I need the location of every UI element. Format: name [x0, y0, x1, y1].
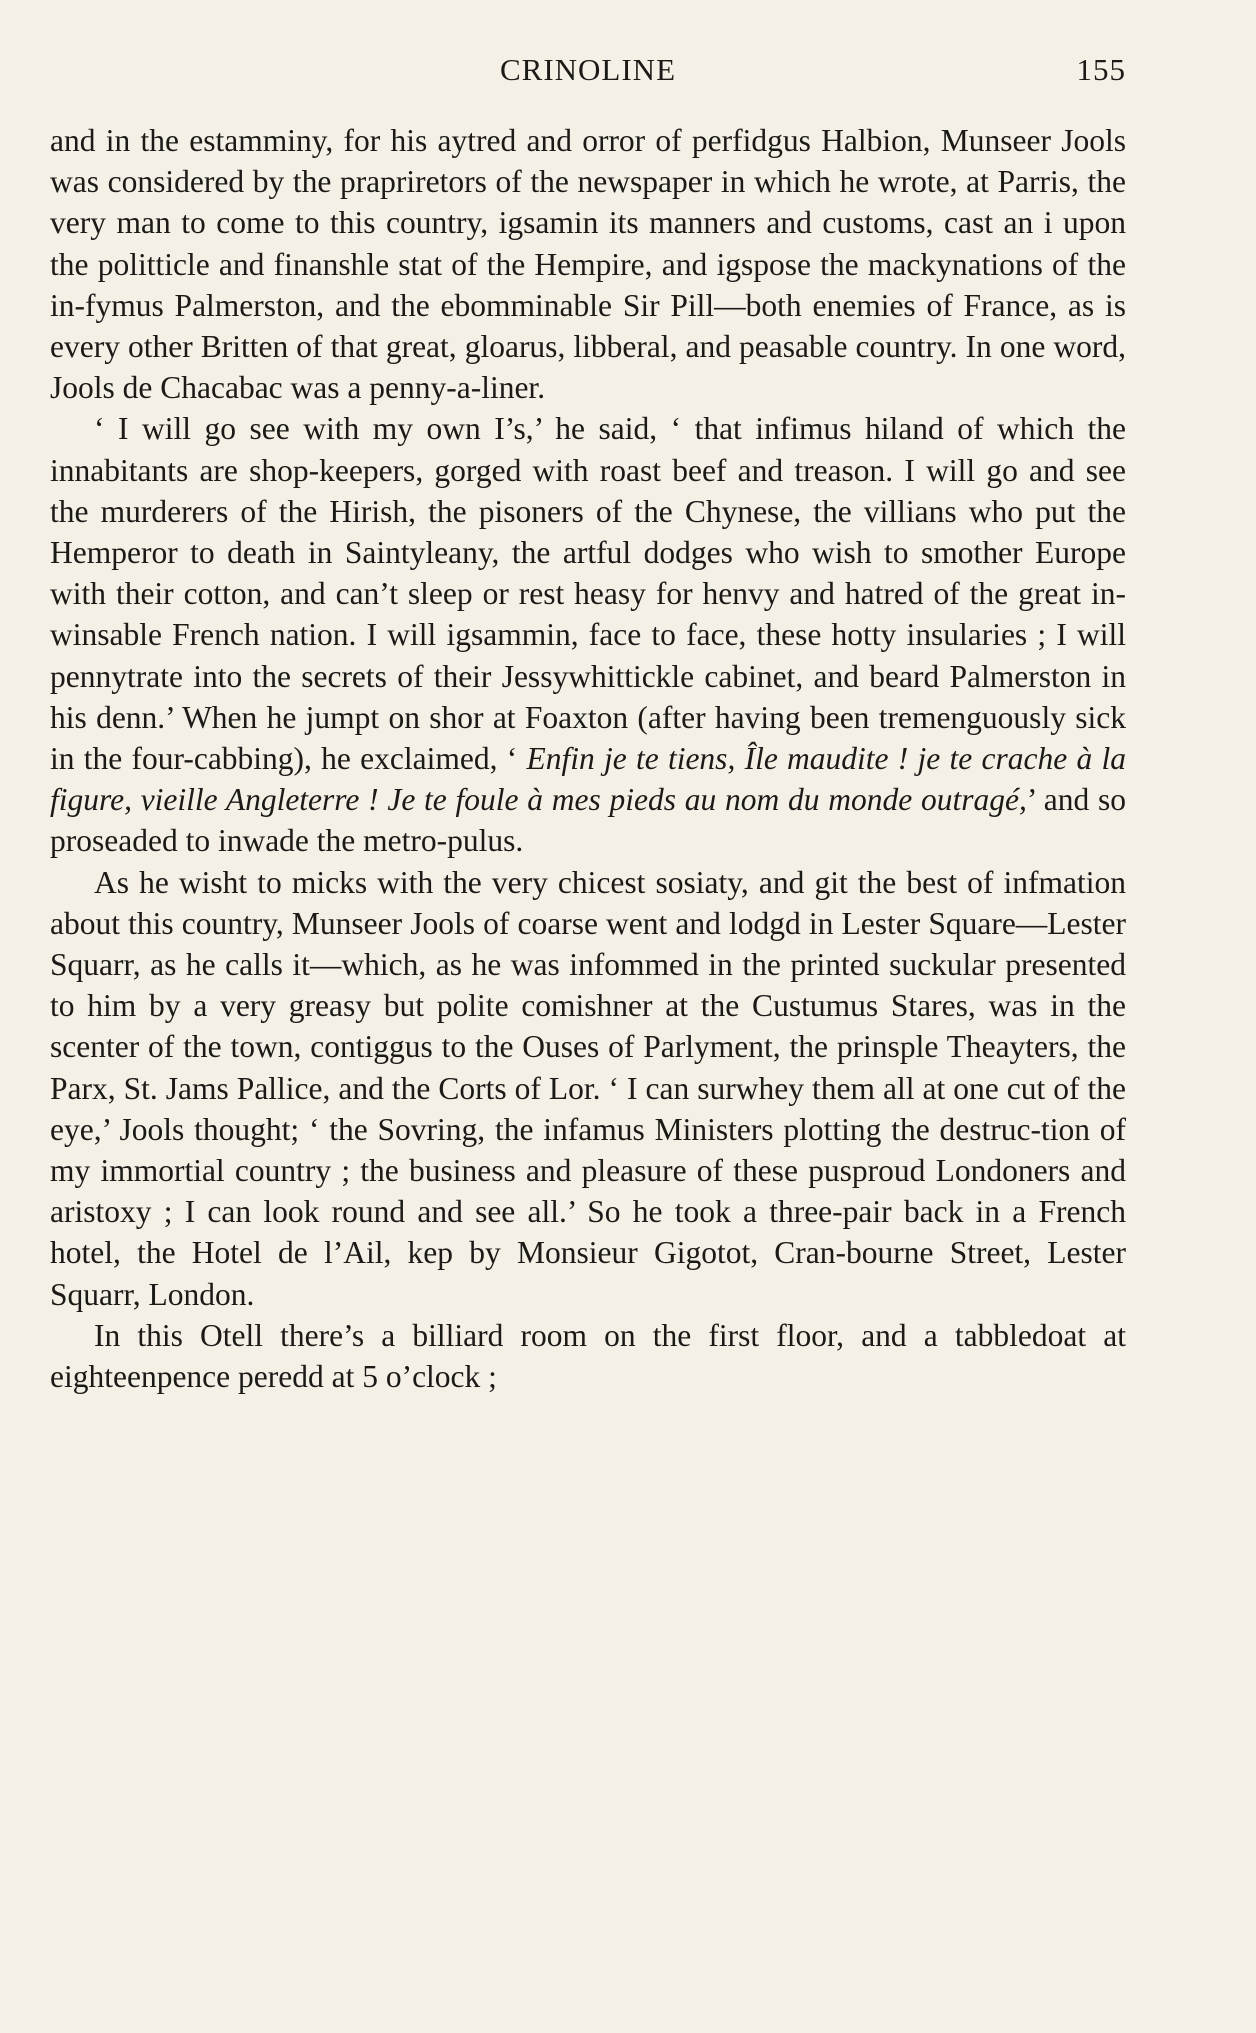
paragraph-4 — [50, 1315, 1126, 1397]
paragraph-2 — [50, 408, 1126, 861]
paragraph-3 — [50, 862, 1126, 1315]
page-number: 155 — [1076, 52, 1126, 87]
french-exclamation: Enfin je te tiens, Île maudite ! je te crache à la figure, vieille Angleterre ! Je te foule à mes pieds au nom du monde outragé, — [50, 741, 1126, 818]
paragraph-3-text: As he wisht to micks with the very chicest sosiaty, and git the best of infmation about this country, Munseer Jools of coarse went and lodgd in Lester Square—Lester Squarr, as he calls it—which, as he was infommed in the printed suckular presented to him by a very greasy but polite comishner at the Custumus Stares, was in the scenter of the town, contiggus to the Ouses of Parlyment, the prinsple Theayters, the Parx, St. Jams Pallice, and the Corts of Lor. ‘ I can surwhey them all at one cut of the eye,’ Jools thought; ‘ the Sovring, the infamus Ministers plotting the destruc-tion of my immortial country ; the business and pleasure of these pusproud Londoners and aristoxy ; I can look round and see all.’ So he took a three-pair back in a French hotel, the Hotel de l’Ail, kep by Monsieur Gigotot, Cran-bourne Street, Lester Squarr, London. — [50, 864, 1126, 1312]
running-head — [50, 52, 1126, 100]
paragraph-4-text: In this Otell there’s a billiard room on the first floor, and a tabbledoat at eighteenpence peredd at 5 o’clock ; — [50, 1317, 1126, 1395]
book-page — [50, 52, 1126, 1397]
paragraph-2-text-a: ‘ I will go see with my own I’s,’ he said, ‘ that infimus hiland of which the innabitants are shop-keepers, gorged with roast beef and treason. I will go and see the murderers of the Hirish, the pisoners of the Chynese, the villians who put the Hemperor to death in Saintyleany, the artful dodges who wish to smother Europe with their cotton, and can’t sleep or rest heasy for henvy and hatred of the great in-winsable French nation. I will igsammin, face to face, these hotty insularies ; I will pennytrate into the secrets of their Jessywhittickle cabinet, and beard Palmerston in his denn.’ When he jumpt on shor at Foaxton (after having been tremenguously sick in the four-cabbing), he exclaimed, ‘ — [50, 411, 1126, 777]
running-title: CRINOLINE — [499, 52, 677, 87]
body-text — [50, 120, 1126, 1397]
paragraph-2-text-b: ’ and so proseaded to inwade the metro-pulus. — [50, 782, 1126, 859]
paragraph-1-text: and in the estamminy, for his aytred and orror of perfidgus Halbion, Munseer Jools was considered by the prapriretors of the newspaper in which he wrote, at Parris, the very man to come to this country, igsamin its manners and customs, cast an i upon the politticle and finanshle stat of the Hempire, and igspose the mackynations of the in-fymus Palmerston, and the ebomminable Sir Pill—both enemies of France, as is every other Britten of that great, gloarus, libberal, and peasable country. In one word, Jools de Chacabac was a penny-a-liner. — [50, 123, 1126, 406]
paragraph-1 — [50, 120, 1126, 408]
